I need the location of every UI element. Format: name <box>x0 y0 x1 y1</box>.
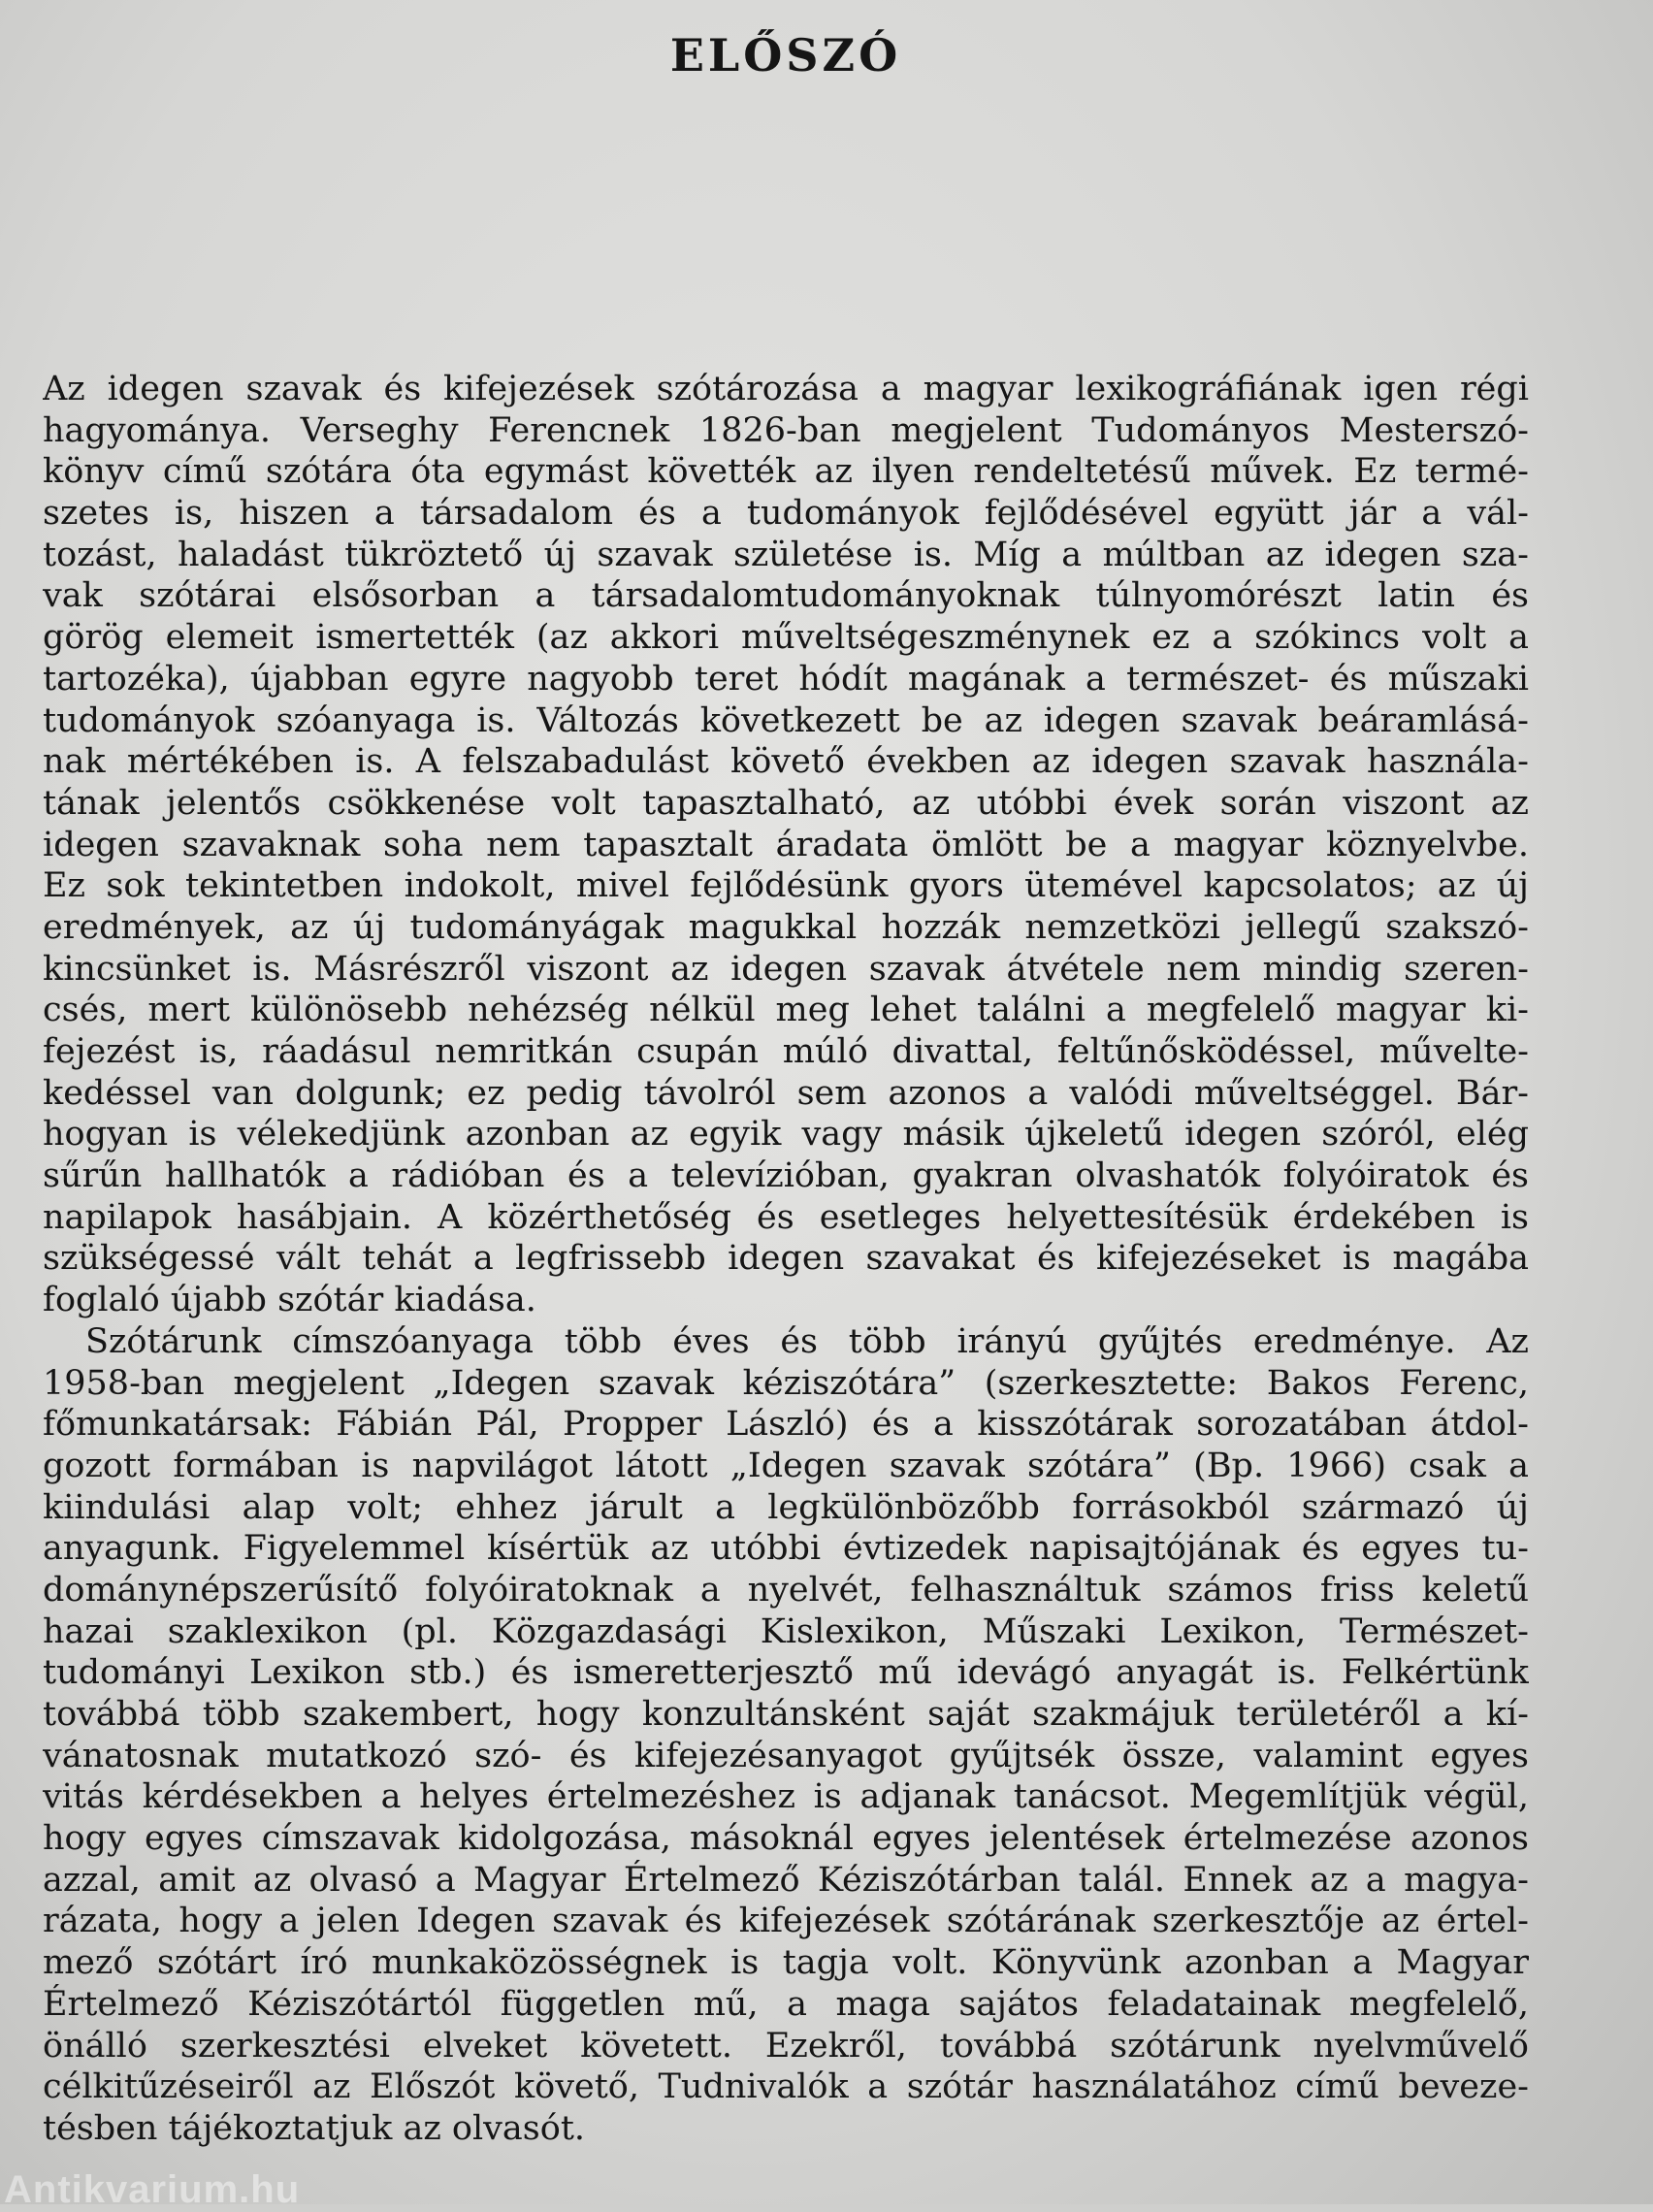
text-line: célkitűzéseiről az Előszót követő, Tudnivalók a szótár használatához című beveze- <box>43 2067 1529 2107</box>
text-line: kincsünket is. Másrészről viszont az idegen szavak átvétele nem mindig szeren- <box>43 949 1529 989</box>
text-line: azzal, amit az olvasó a Magyar Értelmező Kéziszótárban talál. Ennek az a magya- <box>43 1860 1529 1900</box>
text-line: vitás kérdésekben a helyes értelmezéshez is adjanak tanácsot. Megemlítjük végül, <box>43 1777 1529 1817</box>
text-line: vánatosnak mutatkozó szó- és kifejezésanyagot gyűjtsék össze, valamint egyes <box>43 1736 1529 1775</box>
text-line: Értelmező Kéziszótártól független mű, a maga sajátos feladatainak megfelelő, <box>43 1984 1529 2024</box>
text-line: továbbá több szakembert, hogy konzultánsként saját szakmájuk területéről a kí- <box>43 1695 1529 1734</box>
page-title: ELŐSZÓ <box>669 29 902 81</box>
text-line: hazai szaklexikon (pl. Közgazdasági Kislexikon, Műszaki Lexikon, Természet- <box>43 1611 1529 1651</box>
text-line: foglaló újabb szótár kiadása. <box>43 1281 536 1320</box>
text-line: tudományi Lexikon stb.) és ismeretterjesztő mű idevágó anyagát is. Felkértünk <box>43 1653 1529 1693</box>
text-line: tésben tájékoztatjuk az olvasót. <box>43 2108 586 2148</box>
text-line: tának jelentős csökkenése volt tapasztalható, az utóbbi évek során viszont az <box>43 783 1529 823</box>
text-line: szükségessé vált tehát a legfrissebb idegen szavakat és kifejezéseket is magába <box>43 1239 1529 1279</box>
text-line: könyv című szótára óta egymást követték az ilyen rendeltetésű művek. Ez termé- <box>43 452 1529 492</box>
text-line: önálló szerkesztési elveket követett. Ezekről, továbbá szótárunk nyelvművelő <box>43 2026 1529 2066</box>
text-line: szetes is, hiszen a társadalom és a tudományok fejlődésével együtt jár a vál- <box>43 494 1529 534</box>
text-line: 1958-ban megjelent „Idegen szavak kéziszótára” (szerkesztette: Bakos Ferenc, <box>43 1363 1529 1403</box>
text-line: sűrűn hallhatók a rádióban és a televízióban, gyakran olvashatók folyóiratok és <box>43 1156 1529 1196</box>
text-line: dománynépszerűsítő folyóiratoknak a nyelvét, felhasználtuk számos friss keletű <box>43 1570 1529 1610</box>
text-line: eredmények, az új tudományágak magukkal hozzák nemzetközi jellegű szakszó- <box>43 907 1529 947</box>
text-line: fejezést is, ráadásul nemritkán csupán múló divattal, feltűnősködéssel, művelte- <box>43 1032 1529 1071</box>
text-line: csés, mert különösebb nehézség nélkül meg lehet találni a megfelelő magyar ki- <box>43 991 1529 1030</box>
text-line: Az idegen szavak és kifejezések szótározása a magyar lexikográfiának igen régi <box>43 370 1529 408</box>
text-line: hagyománya. Verseghy Ferencnek 1826-ban megjelent Tudományos Mesterszó- <box>43 410 1529 450</box>
text-line: napilapok hasábjain. A közérthetőség és esetleges helyettesítésük érdekében is <box>43 1197 1529 1237</box>
text-line: Ez sok tekintetben indokolt, mivel fejlődésünk gyors ütemével kapcsolatos; az új <box>43 866 1529 906</box>
body-text <box>43 369 1529 2150</box>
text-line: anyagunk. Figyelemmel kísértük az utóbbi évtizedek napisajtójának és egyes tu- <box>43 1529 1529 1569</box>
text-line: mező szótárt író munkaközösségnek is tagja volt. Könyvünk azonban a Magyar <box>43 1943 1529 1983</box>
text-line: kedéssel van dolgunk; ez pedig távolról sem azonos a valódi műveltséggel. Bár- <box>43 1073 1529 1113</box>
text-line: főmunkatársak: Fábián Pál, Propper László) és a kisszótárak sorozatában átdol- <box>43 1405 1529 1445</box>
text-line: nak mértékében is. A felszabadulást követő években az idegen szavak használa- <box>43 742 1529 782</box>
watermark-logo: Antikvarium.hu <box>4 2168 301 2211</box>
text-line: görög elemeit ismertették (az akkori műveltségeszménynek ez a szókincs volt a <box>43 618 1529 658</box>
text-line: tartozéka), újabban egyre nagyobb teret hódít magának a természet- és műszaki <box>43 659 1529 699</box>
text-line: hogy egyes címszavak kidolgozása, másoknál egyes jelentések értelmezése azonos <box>43 1819 1529 1859</box>
text-line: tudományok szóanyaga is. Változás következett be az idegen szavak beáramlásá- <box>43 700 1529 740</box>
text-line: kiindulási alap volt; ehhez járult a legkülönbözőbb forrásokból származó új <box>43 1487 1529 1527</box>
text-line: vak szótárai elsősorban a társadalomtudományoknak túlnyomórészt latin és <box>43 576 1529 616</box>
text-line: idegen szavaknak soha nem tapasztalt áradata ömlött be a magyar köznyelvbe. <box>43 825 1529 864</box>
text-line: Szótárunk címszóanyaga több éves és több irányú gyűjtés eredménye. Az <box>85 1321 1529 1361</box>
text-line: hogyan is vélekedjünk azonban az egyik vagy másik újkeletű idegen szóról, elég <box>43 1115 1529 1155</box>
text-line: rázata, hogy a jelen Idegen szavak és kifejezések szótárának szerkesztője az értel- <box>43 1902 1529 1941</box>
text-line: tozást, haladást tükröztető új szavak születése is. Míg a múltban az idegen sza- <box>43 535 1529 574</box>
text-line: gozott formában is napvilágot látott „Idegen szavak szótára” (Bp. 1966) csak a <box>43 1446 1529 1485</box>
